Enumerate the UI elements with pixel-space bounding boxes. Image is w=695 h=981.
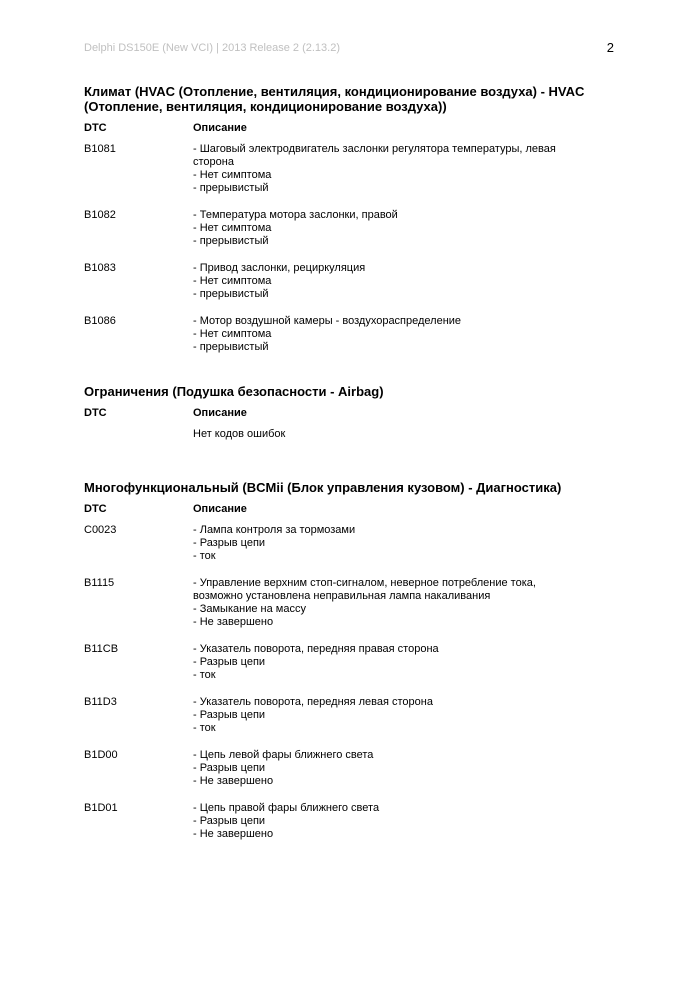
description-line: - Нет симптома xyxy=(193,222,272,234)
column-header-description: Описание xyxy=(193,407,247,419)
dtc-description xyxy=(193,802,614,841)
table-row xyxy=(84,696,614,735)
description-line: - Указатель поворота, передняя левая сторона xyxy=(193,696,433,708)
description-line: - Разрыв цепи xyxy=(193,537,266,549)
column-header-dtc: DTC xyxy=(84,122,107,134)
description-line: возможно установлена неправильная лампа накаливания xyxy=(193,590,491,602)
dtc-description xyxy=(193,749,614,788)
description-line: - ток xyxy=(193,550,216,562)
column-header-description: Описание xyxy=(193,503,247,515)
description-line: - Замыкание на массу xyxy=(193,603,306,615)
section-title: Ограничения (Подушка безопасности - Airbag) xyxy=(84,384,384,399)
dtc-description xyxy=(193,643,614,682)
description-line: - Температура мотора заслонки, правой xyxy=(193,209,398,221)
dtc-code: B1115 xyxy=(84,577,115,589)
section xyxy=(84,480,614,841)
description-line: - Привод заслонки, рециркуляция xyxy=(193,262,366,274)
description-line: - Нет симптома xyxy=(193,275,272,287)
dtc-description xyxy=(193,315,614,354)
dtc-code: B11CB xyxy=(84,643,119,655)
table-row xyxy=(84,749,614,788)
description-line: сторона xyxy=(193,156,234,168)
column-header xyxy=(84,122,614,135)
dtc-code: B1D00 xyxy=(84,749,118,761)
dtc-description xyxy=(193,143,614,195)
dtc-code: B11D3 xyxy=(84,696,117,708)
dtc-description xyxy=(193,428,614,441)
description-line: - Разрыв цепи xyxy=(193,656,266,668)
page-header xyxy=(84,42,614,58)
description-line: - Цепь левой фары ближнего света xyxy=(193,749,374,761)
dtc-description xyxy=(193,262,614,301)
column-header-description: Описание xyxy=(193,122,247,134)
description-line: - Лампа контроля за тормозами xyxy=(193,524,356,536)
description-line: - прерывистый xyxy=(193,341,269,353)
description-line: - прерывистый xyxy=(193,235,269,247)
description-line: - Не завершено xyxy=(193,828,274,840)
dtc-code: C0023 xyxy=(84,524,117,536)
column-header-dtc: DTC xyxy=(84,407,107,419)
dtc-code xyxy=(84,428,193,441)
document-body xyxy=(84,84,614,841)
description-line: - Управление верхним стоп-сигналом, неверное потребление тока, xyxy=(193,577,536,589)
dtc-code: B1081 xyxy=(84,143,116,155)
page-number: 2 xyxy=(606,40,614,55)
description-line: - Шаговый электродвигатель заслонки регулятора температуры, левая xyxy=(193,143,556,155)
table-row xyxy=(84,143,614,195)
section xyxy=(84,84,614,354)
dtc-code: B1082 xyxy=(84,209,116,221)
column-header xyxy=(84,503,614,516)
description-line: - ток xyxy=(193,669,216,681)
document-title: Delphi DS150E (New VCI) | 2013 Release 2 (2.13.2) xyxy=(84,42,340,54)
description-line: - Разрыв цепи xyxy=(193,762,266,774)
description-line: - прерывистый xyxy=(193,288,269,300)
section xyxy=(84,384,614,441)
dtc-code: B1D01 xyxy=(84,802,118,814)
table-row xyxy=(84,315,614,354)
table-row xyxy=(84,209,614,248)
column-header xyxy=(84,407,614,420)
dtc-description xyxy=(193,524,614,563)
description-line: - Цепь правой фары ближнего света xyxy=(193,802,380,814)
description-line: - Нет симптома xyxy=(193,328,272,340)
description-line: - Не завершено xyxy=(193,775,274,787)
table-row xyxy=(84,524,614,563)
description-line: - Нет симптома xyxy=(193,169,272,181)
description-line: - Указатель поворота, передняя правая сторона xyxy=(193,643,439,655)
dtc-code: B1086 xyxy=(84,315,116,327)
dtc-description xyxy=(193,696,614,735)
description-line: Нет кодов ошибок xyxy=(193,428,286,440)
column-header-dtc: DTC xyxy=(84,503,107,515)
description-line: - Мотор воздушной камеры - воздухораспределение xyxy=(193,315,462,327)
section-title: Многофункциональный (BCMii (Блок управления кузовом) - Диагностика) xyxy=(84,480,562,495)
table-row xyxy=(84,428,614,441)
table-row xyxy=(84,262,614,301)
table-row xyxy=(84,577,614,629)
description-line: - Не завершено xyxy=(193,616,274,628)
description-line: - ток xyxy=(193,722,216,734)
table-row xyxy=(84,802,614,841)
description-line: - Разрыв цепи xyxy=(193,709,266,721)
table-row xyxy=(84,643,614,682)
section-title: Климат (HVAC (Отопление, вентиляция, кондиционирование воздуха) - HVAC (Отопление, вентиляция, кондиционирование воздуха)) xyxy=(84,84,585,114)
dtc-code: B1083 xyxy=(84,262,116,274)
description-line: - Разрыв цепи xyxy=(193,815,266,827)
dtc-description xyxy=(193,209,614,248)
dtc-description xyxy=(193,577,614,629)
description-line: - прерывистый xyxy=(193,182,269,194)
